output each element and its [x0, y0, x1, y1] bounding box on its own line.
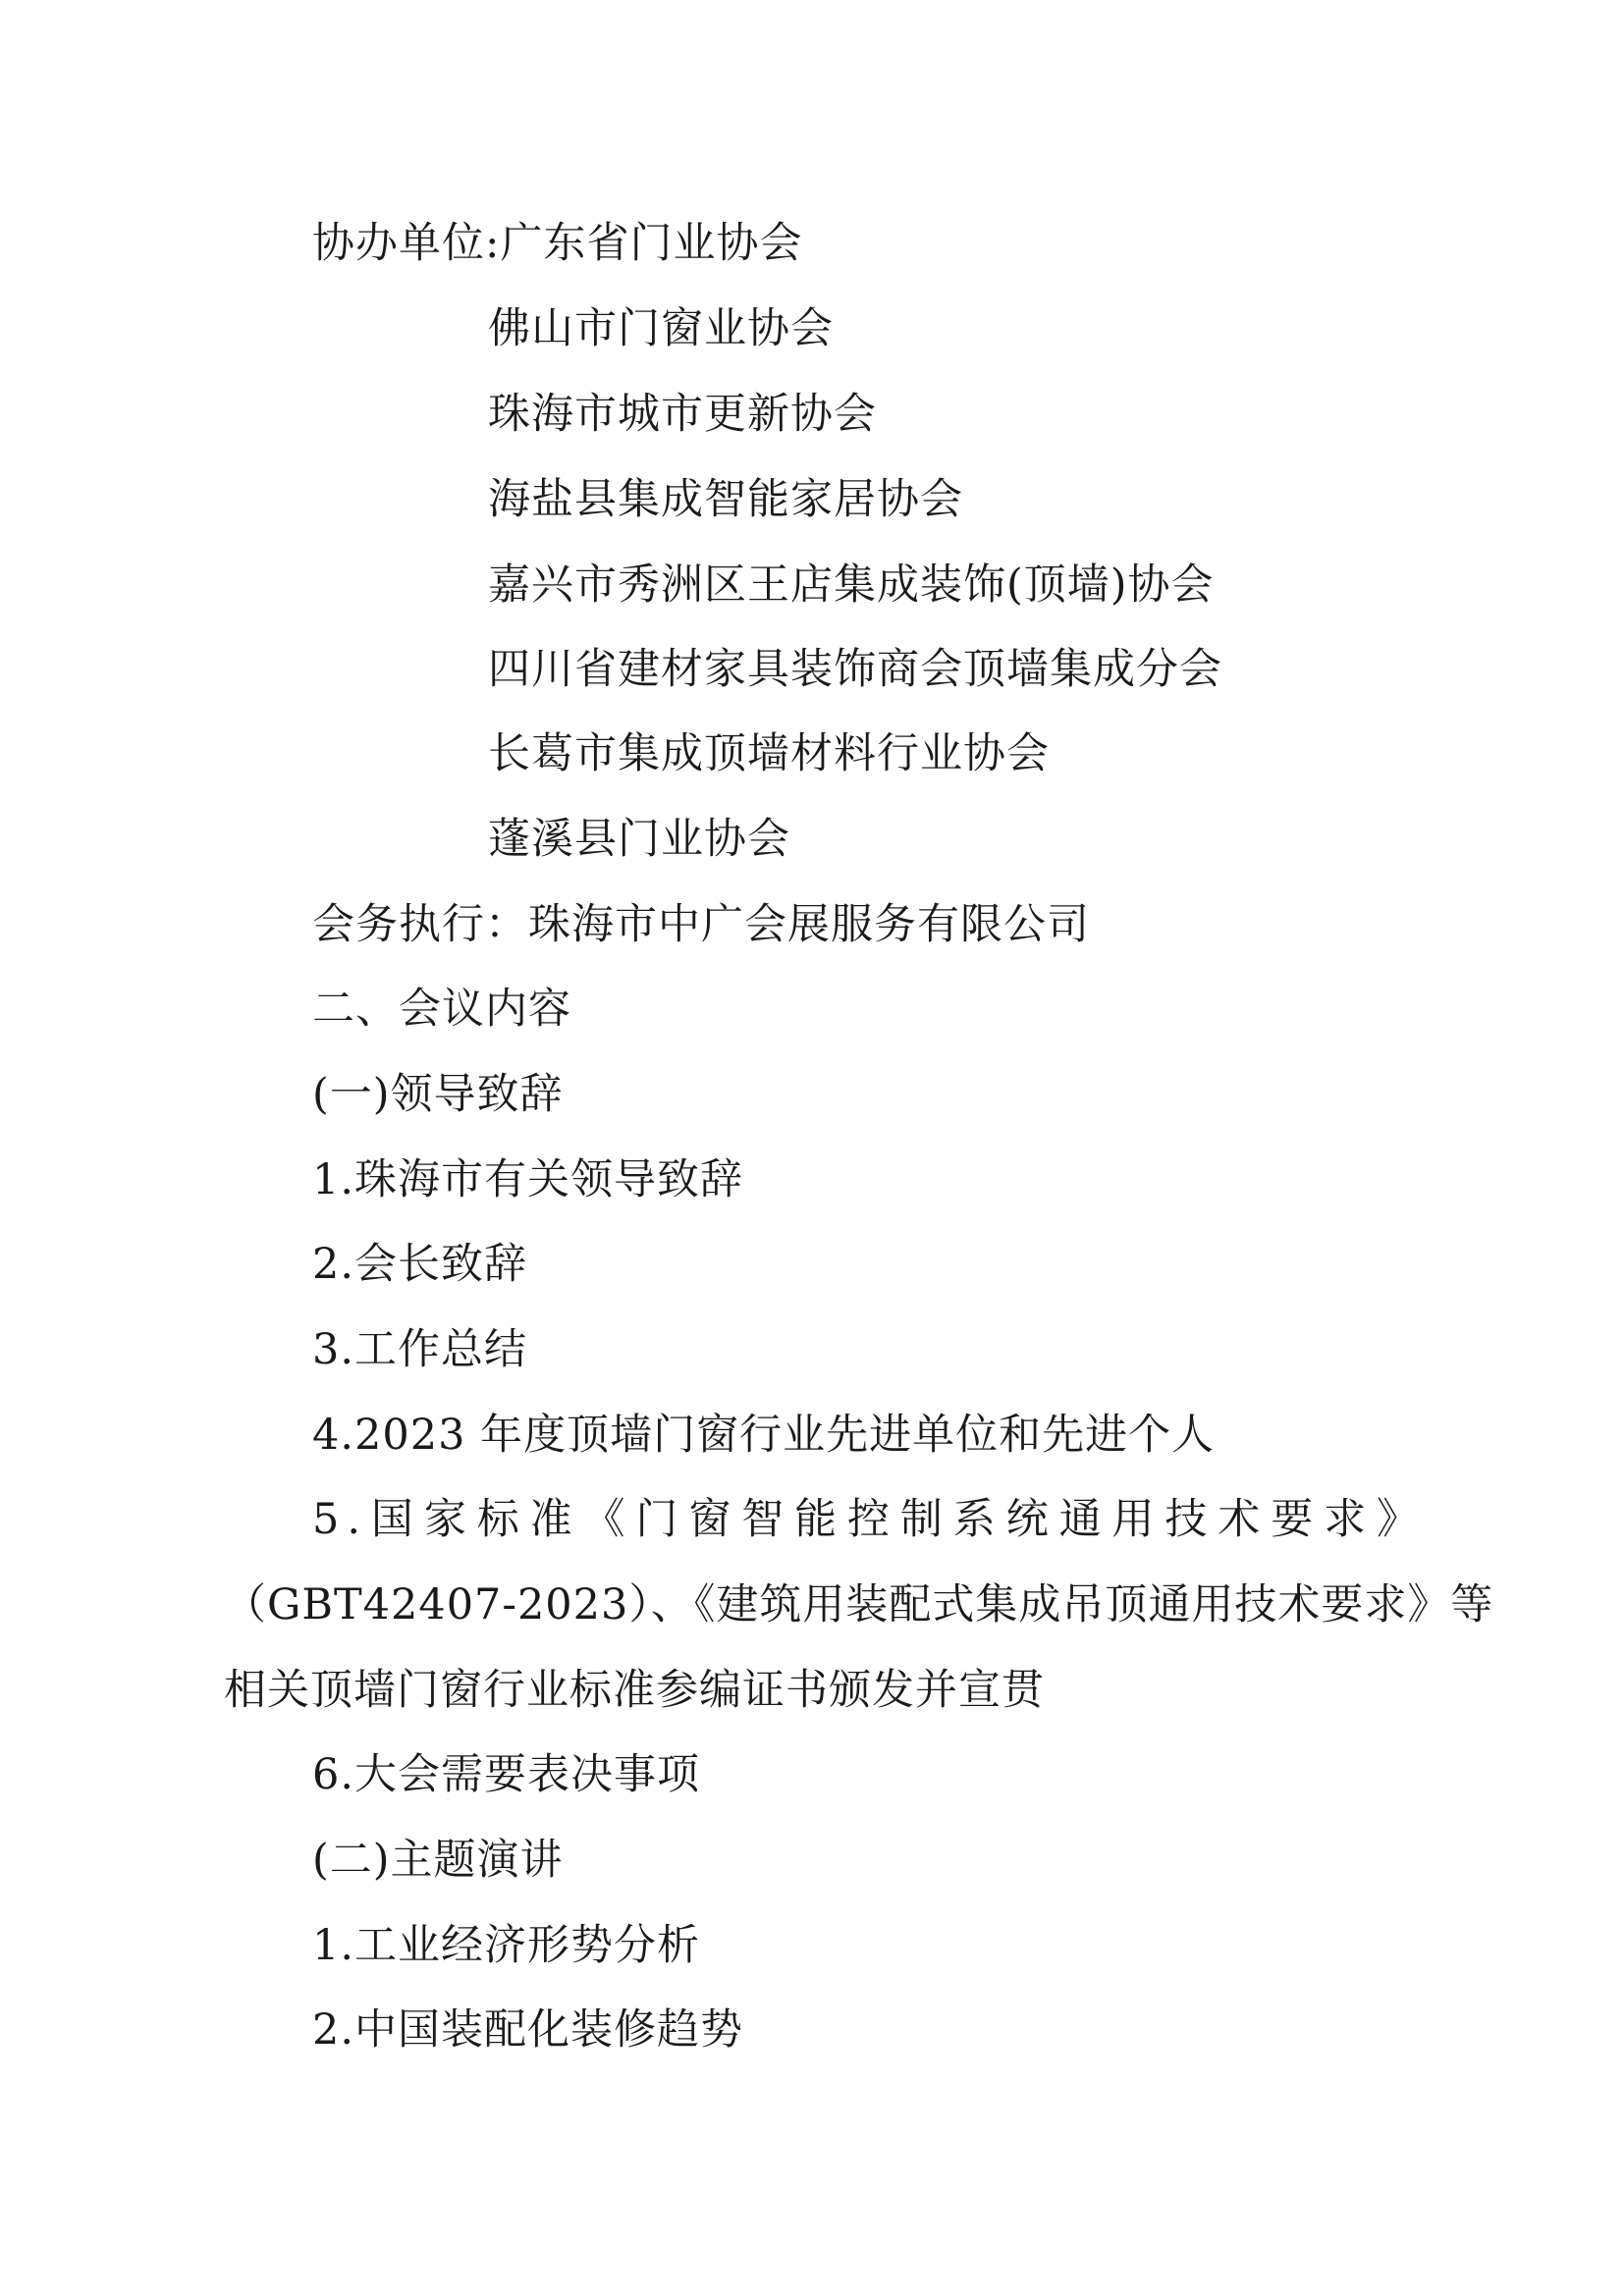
- co-organizer-item: 珠海市城市更新协会: [488, 390, 877, 439]
- executor-line: 会务执行：珠海市中广会展服务有限公司: [312, 900, 1090, 949]
- list-item: 4.2023 年度顶墙门窗行业先进单位和先进个人: [312, 1411, 1216, 1460]
- list-item: 6.大会需要表决事项: [312, 1750, 701, 1799]
- co-organizer-item: 嘉兴市秀洲区王店集成装饰(顶墙)协会: [488, 561, 1215, 610]
- co-organizer-item: 佛山市门窗业协会: [488, 304, 834, 353]
- list-item: 2.中国装配化装修趋势: [312, 2005, 744, 2055]
- subsection-heading: (一)领导致辞: [312, 1070, 564, 1119]
- list-item-continuation: （GBT42407-2023）、《建筑用装配式集成吊顶通用技术要求》等: [224, 1580, 1494, 1629]
- list-item: 1.珠海市有关领导致辞: [312, 1155, 744, 1204]
- co-organizer-line: [312, 214, 803, 273]
- list-item-continuation: 相关顶墙门窗行业标准参编证书颁发并宣贯: [224, 1666, 1045, 1715]
- co-organizer-item: 长葛市集成顶墙材料行业协会: [488, 729, 1050, 778]
- section-heading: 二、会议内容: [312, 985, 571, 1034]
- co-organizer-item: 蓬溪县门业协会: [488, 815, 790, 864]
- co-organizer-label: 协办单位:: [312, 219, 501, 268]
- co-organizer-item: 广东省门业协会: [500, 219, 803, 268]
- list-item: 1.工业经济形势分析: [312, 1921, 701, 1970]
- list-item: 3.工作总结: [312, 1325, 528, 1374]
- list-item: 2.会长致辞: [312, 1240, 528, 1289]
- list-item: 5.国家标准《门窗智能控制系统通用技术要求》: [312, 1495, 1427, 1544]
- subsection-heading: (二)主题演讲: [312, 1836, 564, 1885]
- co-organizer-item: 海盐县集成智能家居协会: [488, 475, 963, 524]
- co-organizer-item: 四川省建材家具装饰商会顶墙集成分会: [488, 645, 1222, 694]
